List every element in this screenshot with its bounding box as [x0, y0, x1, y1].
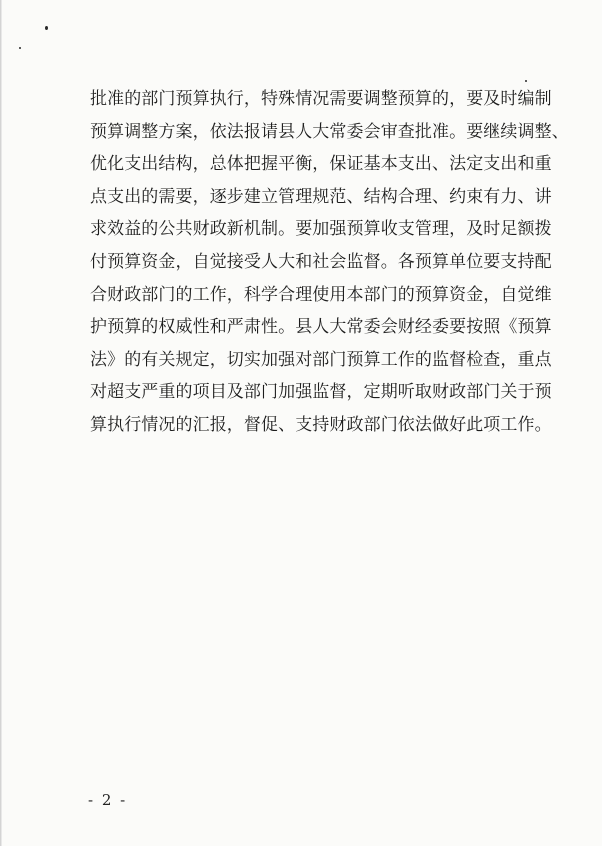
- text-line: 预算调整方案，依法报请县人大常委会审查批准。要继续调整、: [90, 121, 569, 142]
- scan-speck: [19, 47, 21, 49]
- text-line: 法》的有关规定，切实加强对部门预算工作的监督检查，重点: [90, 349, 552, 370]
- text-line: 求效益的公共财政新机制。要加强预算收支管理，及时足额拨: [90, 219, 552, 240]
- text-line: 算执行情况的汇报，督促、支持财政部门依法做好此项工作。: [90, 414, 552, 435]
- text-line: 护预算的权威性和严肃性。县人大常委会财经委要按照《预算: [90, 317, 552, 338]
- body-paragraph: [90, 83, 569, 442]
- scan-speck: [45, 26, 48, 30]
- text-line: 批准的部门预算执行，特殊情况需要调整预算的，要及时编制: [90, 89, 552, 109]
- text-line: 点支出的需要，逐步建立管理规范、结构合理、约束有力、讲: [90, 186, 552, 207]
- text-line: 优化支出结构，总体把握平衡，保证基本支出、法定支出和重: [90, 154, 552, 175]
- scan-speck: [525, 80, 527, 82]
- scan-edge-shadow: [0, 0, 2, 846]
- text-line: 对超支严重的项目及部门加强监督，定期听取财政部门关于预: [90, 382, 552, 403]
- text-line: 付预算资金，自觉接受人大和社会监督。各预算单位要支持配: [90, 251, 552, 272]
- page-number: - 2 -: [88, 791, 128, 809]
- text-line: 合财政部门的工作，科学合理使用本部门的预算资金，自觉维: [90, 284, 552, 305]
